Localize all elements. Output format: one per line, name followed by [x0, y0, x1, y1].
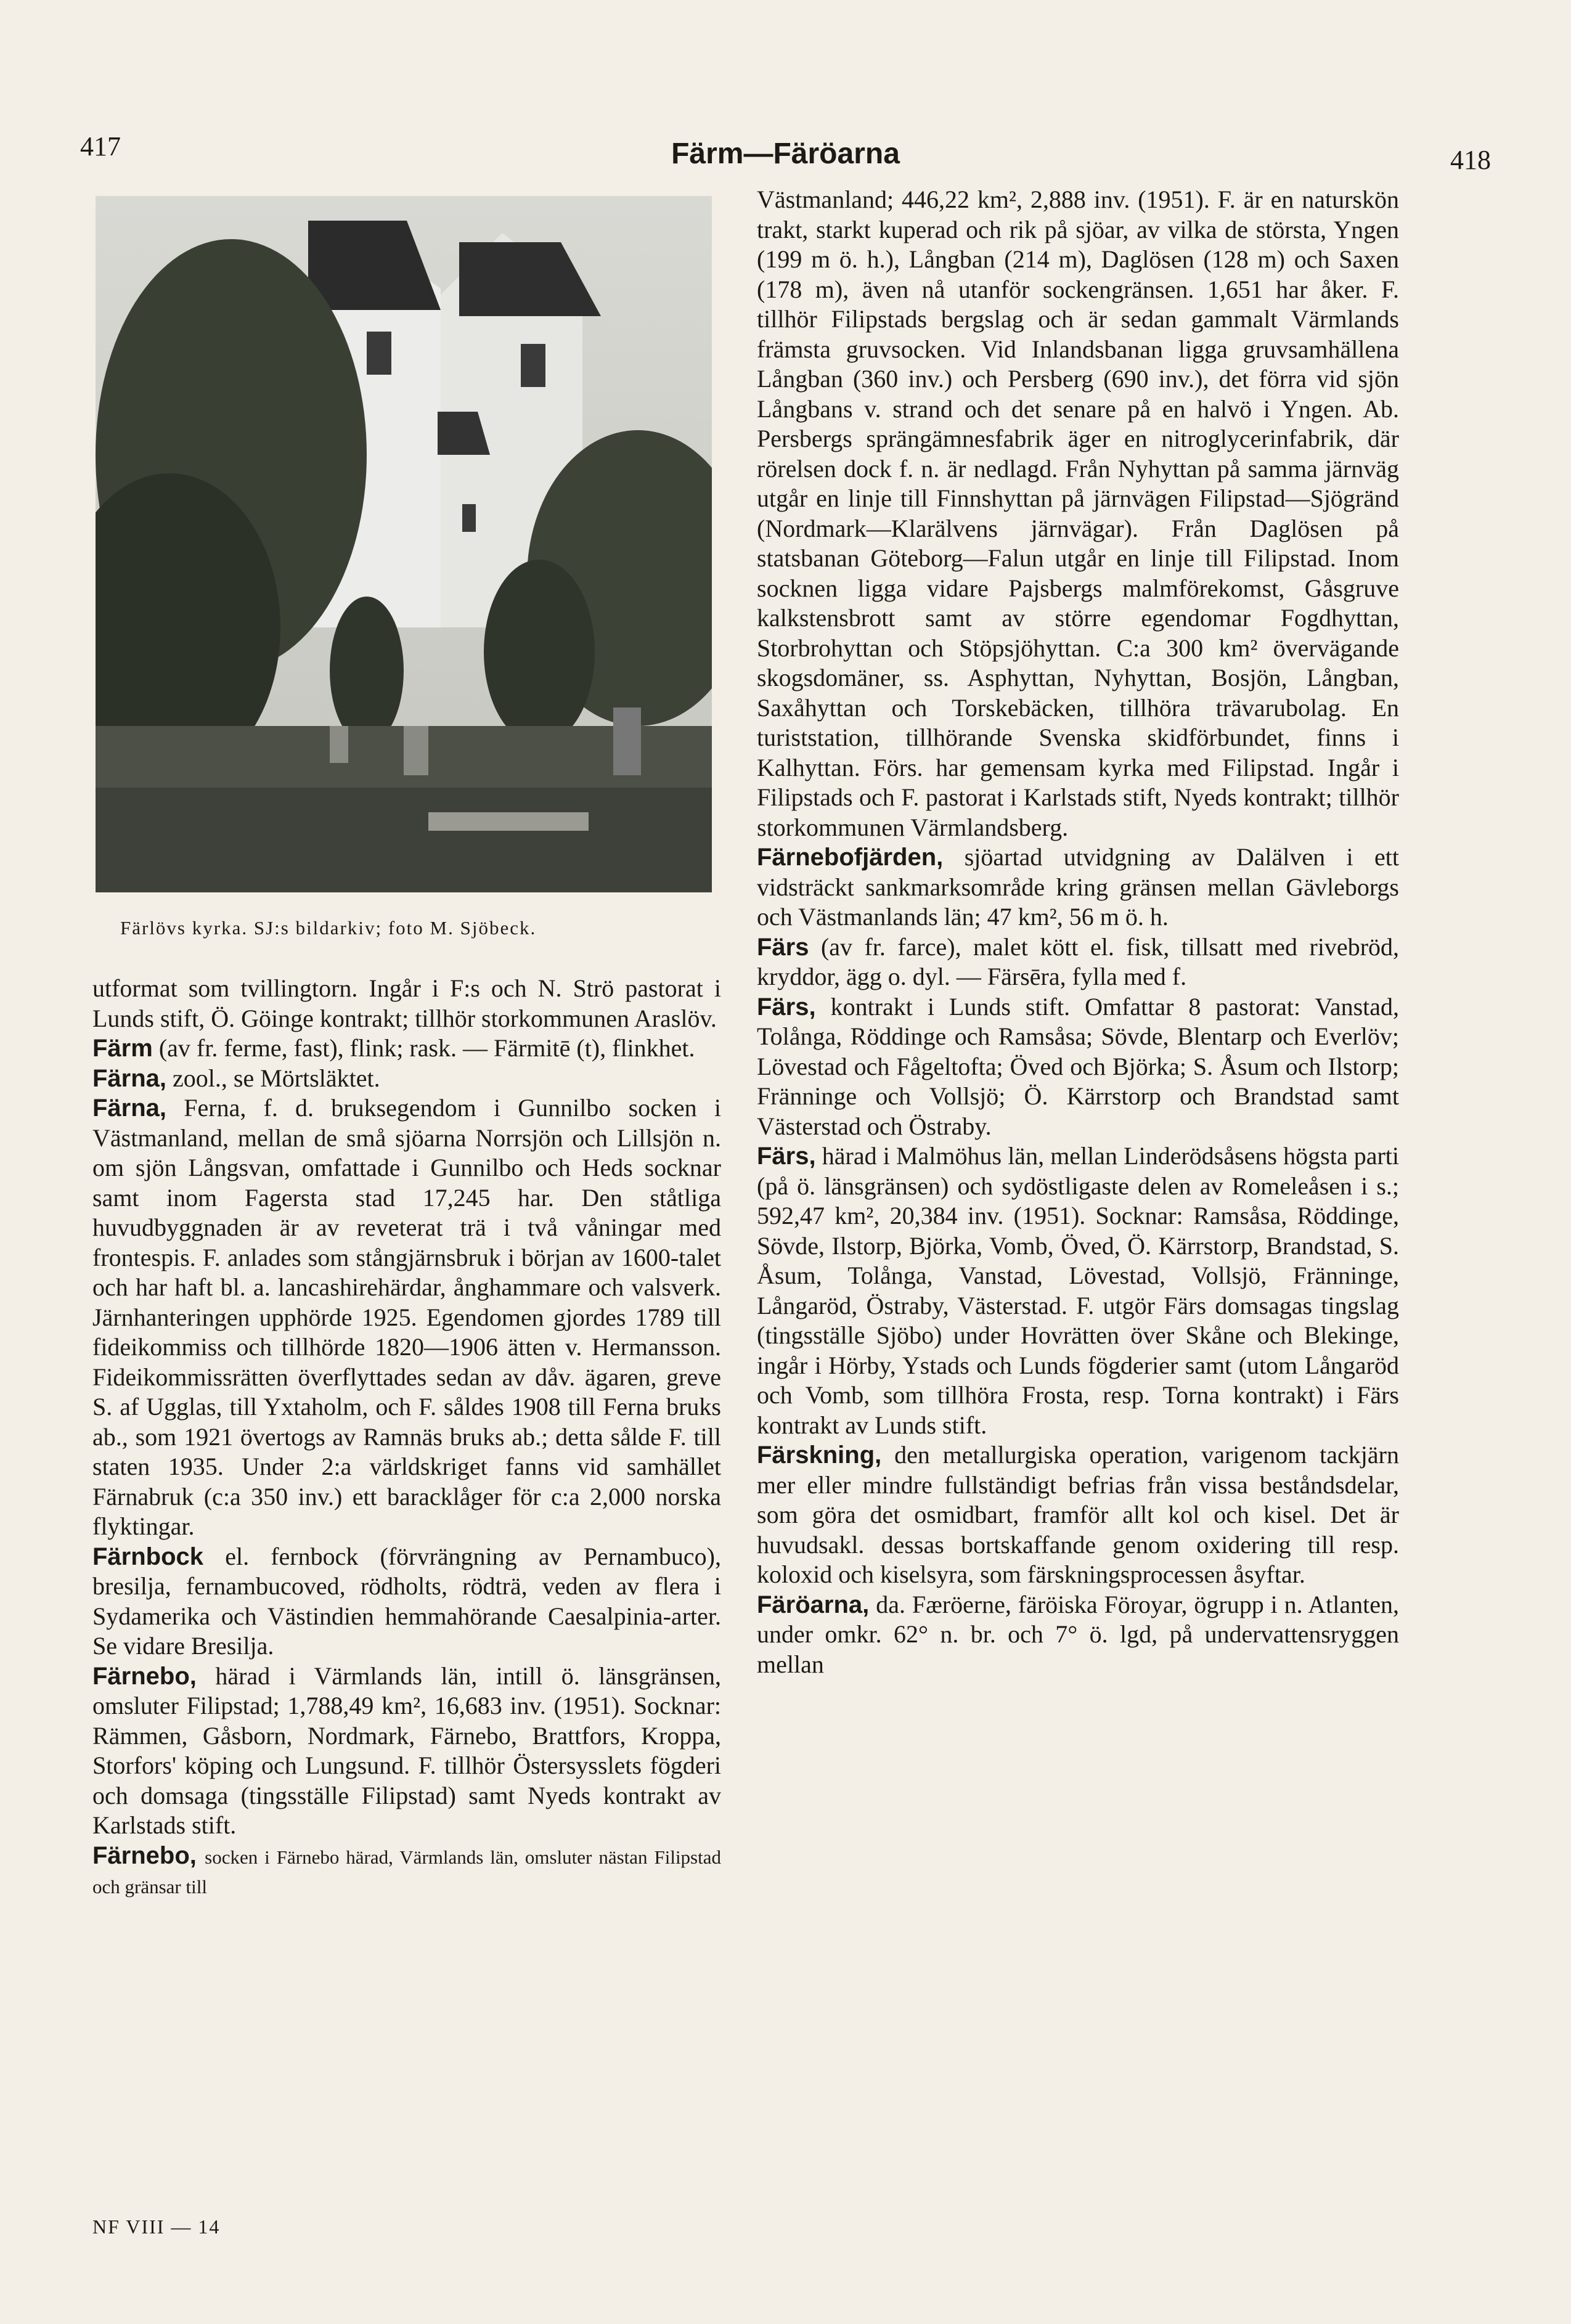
entry-farskning	[757, 1440, 1399, 1590]
entry-text: da. Færöerne, färöiska Föroyar, ögrupp i n. Atlanten, under omkr. 62° n. br. och 7° ö. lgd, på undervattensryggen mellan	[757, 1590, 1400, 1678]
entry-headword: Färm	[92, 1035, 153, 1062]
entry-farm	[92, 1034, 721, 1064]
page-number-left: 417	[80, 131, 121, 161]
entry-faroarna	[757, 1590, 1399, 1680]
photo-caption: Färlövs kyrka. SJ:s bildarkiv; foto M. Sjöbeck.	[120, 917, 537, 939]
page-number-right: 418	[1450, 145, 1491, 175]
entry-text: den metallurgiska operation, varigenom tackjärn mer eller mindre fullständigt befrias från vissa beståndsdelar, som göra det osmidbart, framför allt kol och kisel. Det är huvudsakl. dessas bortskaffande genom oxidering till resp. koloxid och kiselsyra, som färskningsprocessen åsyftar.	[757, 1441, 1399, 1588]
entry-continuation-left	[92, 974, 721, 1034]
entry-fars-kontrakt	[757, 992, 1399, 1142]
entry-headword: Färnebo,	[92, 1841, 197, 1869]
page-header	[80, 131, 1491, 174]
entry-headword: Färnebofjärden,	[757, 844, 944, 871]
entry-headword: Färnbock	[92, 1543, 204, 1570]
entry-continuation-right	[757, 185, 1399, 842]
page-title: Färm—Färöarna	[671, 137, 900, 170]
entry-text: zool., se Mörtsläktet.	[173, 1064, 380, 1092]
entry-headword: Färs,	[757, 1143, 816, 1170]
entry-fars-mat	[757, 932, 1399, 992]
church-photo	[96, 196, 712, 892]
entry-headword: Färs	[757, 933, 809, 961]
entry-farnbock	[92, 1542, 721, 1661]
entry-farna-zool	[92, 1064, 721, 1094]
entry-farnebofjarden	[757, 842, 1399, 932]
entry-text: (av fr. ferme, fast), flink; rask. — Färmitē (t), flinkhet.	[158, 1034, 695, 1062]
volume-signature: NF VIII — 14	[92, 2216, 221, 2238]
entry-farnebo-socken	[92, 1841, 721, 1901]
entry-fars-harad	[757, 1141, 1399, 1440]
entry-text: sjöartad utvidgning av Dalälven i ett vidsträckt sankmarksområde kring gränsen mellan Gävleborgs och Västmanlands län; 47 km², 56 m ö. h.	[757, 843, 1400, 931]
entry-headword: Färskning,	[757, 1441, 882, 1469]
entry-text: (av fr. farce), malet kött el. fisk, tillsatt med rivebröd, kryddor, ägg o. dyl. — Färsēra, fylla med f.	[757, 932, 1400, 990]
entry-text: Västmanland; 446,22 km², 2,888 inv. (1951). F. är en naturskön trakt, starkt kuperad och rik på sjöar, av vilka de största, Yngen (199 m ö. h.), Långban (214 m), Daglösen (128 m) och Saxen (178 m), även nå utanför sockengränsen. 1,651 har åker. F. tillhör Filipstads bergslag och är sedan gammalt Värmlands främsta gruvsocken. Vid Inlandsbanan ligga gruvsamhällena Långban (360 inv.) och Persberg (690 inv.), det förra vid sjön Långbans v. strand och det senare på en halvö i Yngen. Ab. Persbergs sprängämnesfabrik äger en nitroglycerinfabrik, där rörelsen dock f. n. är nedlagd. Från Nyhyttan på samma järnväg utgår en linje till Finnshyttan på järnvägen Filipstad—Sjögränd (Nordmark—Klarälvens järnvägar). Från Daglösen på statsbanan Göteborg—Falun utgår en linje till Filipstad. Inom socknen ligga vidare Pajsbergs malmförekomst, Gåsgruve kalkstensbrott samt av större egendomar Fogdhyttan, Storbrohyttan och Stöpsjöhyttan. C:a 300 km² övervägande skogsdomäner, ss. Asphyttan, Nyhyttan, Bosjön, Långban, Saxåhyttan och Torskebäcken, tillhöra trävarubolag. En turiststation, tillhörande Svenska skidförbundet, finns i Kalhyttan. Förs. har gemensam kyrka med Filipstad. Ingår i Filipstads och F. pastorat i Karlstads stift, Nyeds kontrakt; tillhör storkommunen Värmlandsberg.	[757, 186, 1399, 841]
entry-farnebo-harad	[92, 1661, 721, 1841]
entry-farna-bruk	[92, 1093, 721, 1542]
entry-headword: Färs,	[757, 993, 816, 1021]
entry-text: socken i Färnebo härad, Värmlands län, omsluter nästan Filipstad och gränsar till	[92, 1846, 721, 1898]
entry-headword: Färnebo,	[92, 1662, 197, 1690]
left-column	[92, 974, 721, 1901]
entry-text: härad i Värmlands län, intill ö. länsgränsen, omsluter Filipstad; 1,788,49 km², 16,683 inv. (1951). Socknar: Rämmen, Gåsborn, Nordmark, Färnebo, Brattfors, Kroppa, Storfors' köping och Lungsund. F. tillhör Östersysslets fögderi och domsaga (tingsställe Filipstad) samt Nyeds kontrakt av Karlstads stift.	[92, 1661, 721, 1839]
entry-text: utformat som tvillingtorn. Ingår i F:s och N. Strö pastorat i Lunds stift, Ö. Göinge kontrakt; tillhör storkommunen Araslöv.	[92, 974, 721, 1032]
church-photo-figure	[96, 196, 712, 939]
entry-headword: Färöarna,	[757, 1591, 870, 1618]
entry-headword: Färna,	[92, 1095, 167, 1122]
entry-headword: Färna,	[92, 1064, 167, 1092]
entry-text: Ferna, f. d. bruksegendom i Gunnilbo socken i Västmanland, mellan de små sjöarna Norrsjön och Lillsjön n. om sjön Långsvan, omfattade i Gunnilbo och Heds socknar samt inom Fagersta stad 17,245 har. Den ståtliga huvudbyggnaden är av reveterat trä i två våningar med frontespis. F. anlades som stångjärnsbruk i början av 1600-talet och har haft bl. a. lancashirehärdar, ånghammare och valsverk. Järnhanteringen upphörde 1925. Egendomen gjordes 1789 till fideikommiss och tillhörde 1820—1906 ätten v. Hermansson. Fideikommissrätten överflyttades sedan av dåv. ägaren, greve S. af Ugglas, till Yxtaholm, och F. såldes 1908 till Ferna bruks ab., som 1921 övertogs av Ramnäs bruks ab.; detta sålde F. till staten 1935. Under 2:a världskriget fanns vid samhället Färnabruk (c:a 350 inv.) ett baracklåger för c:a 2,000 norska flyktingar.	[92, 1094, 721, 1540]
entry-text: el. fernbock (förvrängning av Pernambuco), bresilja, fernambucoved, rödholts, rödträ, veden av flera i Sydamerika och Västindien hemmahörande Caesalpinia-arter. Se vidare Bresilja.	[92, 1542, 721, 1660]
right-column	[757, 185, 1399, 1679]
entry-text: härad i Malmöhus län, mellan Linderödsåsens högsta parti (på ö. länsgränsen) och sydöstligaste delen av Romeleåsen i s.; 592,47 km², 20,384 inv. (1951). Socknar: Ramsåsa, Röddinge, Sövde, Ilstorp, Björka, Vomb, Öved, Ö. Kärrstorp, Brandstad, S. Åsum, Tolånga, Vanstad, Lövestad, Vollsjö, Fränninge, Långaröd, Östraby, Västerstad. F. utgör Färs domsagas tingslag (tingsställe Sjöbo) under Hovrätten över Skåne och Blekinge, ingår i Hörby, Ystads och Lunds fögderier samt (utom Långaröd och Vomb, som tillhöra Frosta, resp. Torna kontrakt) i Färs kontrakt av Lunds stift.	[757, 1142, 1399, 1439]
entry-text: kontrakt i Lunds stift. Omfattar 8 pastorat: Vanstad, Tolånga, Röddinge och Ramsåsa; Sövde, Blentarp och Everlöv; Lövestad och Fågeltofta; Öved och Björka; S. Åsum och Ilstorp; Fränninge och Vollsjö; Ö. Kärrstorp och Brandstad samt Västerstad och Östraby.	[757, 992, 1399, 1140]
